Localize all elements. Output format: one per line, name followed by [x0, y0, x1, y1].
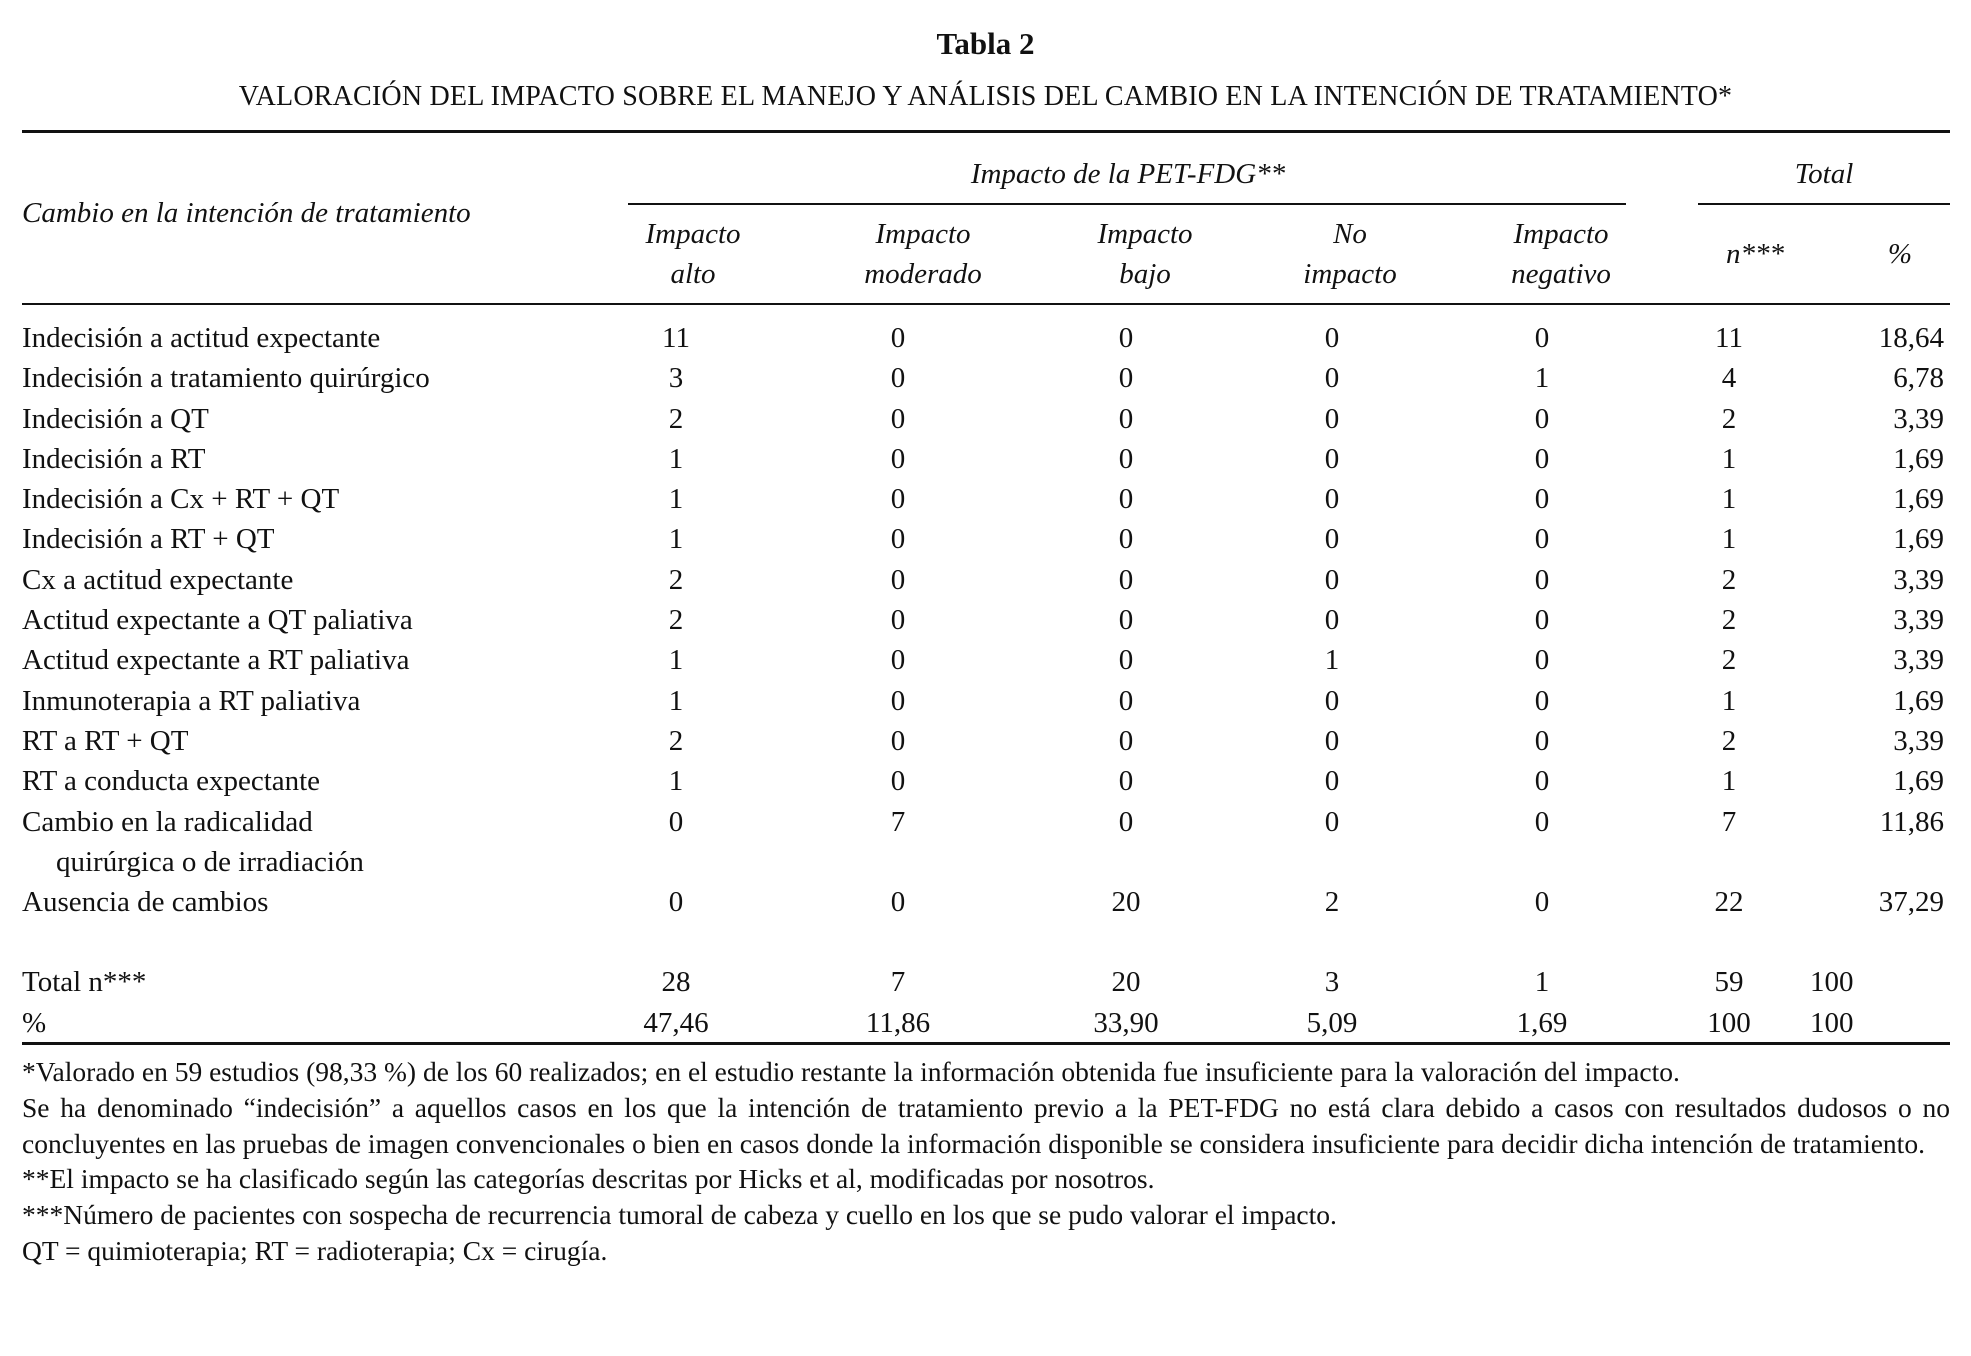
total-group-rule — [1698, 203, 1950, 205]
col-header-total-pct: % — [1887, 238, 1913, 270]
table-row-continuation: quirúrgica o de irradiación — [56, 845, 364, 878]
percent-row: % 47,46 11,86 33,90 5,09 1,69 100 100 — [22, 1006, 1854, 1039]
table-row: RT a RT + QT 2 0 0 0 0 2 3,39 — [22, 724, 1944, 757]
table-row: Cx a actitud expectante 2 0 0 0 0 2 3,39 — [22, 563, 1944, 596]
footnote-indecision: Se ha denominado “indecisión” a aquellos casos en los que la intención de tratamiento previo a la PET-FDG no está clara debido a casos con resultados dudosos o no concluyentes en las pruebas de imagen convencionales o bien en casos donde la información disponible se considera insuficiente para decidir dicha intención de tratamiento. — [22, 1091, 1950, 1159]
footnote-impacto: **El impacto se ha clasificado según las categorías descritas por Hicks et al, modificadas por nosotros. — [22, 1163, 1155, 1195]
table-subtitle: VALORACIÓN DEL IMPACTO SOBRE EL MANEJO Y ANÁLISIS DEL CAMBIO EN LA INTENCIÓN DE TRATAMIENTO* — [238, 81, 1733, 112]
table-row: Cambio en la radicalidad 0 7 0 0 0 7 11,86 — [22, 805, 1944, 838]
footnote-valorado: *Valorado en 59 estudios (98,33 %) de los 60 realizados; en el estudio restante la información obtenida fue insuficiente para la valoración del impacto. — [22, 1056, 1680, 1087]
col-header-no-impacto: No impacto — [1303, 218, 1397, 290]
totals-row: Total n*** 28 7 20 3 1 59 100 — [22, 966, 1854, 999]
table-row: Inmunoterapia a RT paliativa 1 0 0 0 0 1 1,69 — [22, 684, 1944, 717]
header-bottom-rule — [22, 303, 1950, 305]
col-header-impacto-negativo: Impacto negativo — [1511, 218, 1611, 290]
table-title: Tabla 2 — [936, 26, 1035, 61]
row-label-header: Cambio en la intención de tratamiento — [22, 197, 471, 229]
table-row: Indecisión a RT 1 0 0 0 0 1 1,69 — [22, 442, 1944, 475]
table-row: Actitud expectante a RT paliativa 1 0 0 1 0 2 3,39 — [22, 644, 1944, 677]
impact-group-rule — [628, 203, 1626, 205]
table-row: RT a conducta expectante 1 0 0 0 0 1 1,69 — [22, 765, 1944, 798]
footnote-abreviaturas: QT = quimioterapia; RT = radioterapia; Cx = cirugía. — [22, 1234, 608, 1266]
total-group-header: Total — [1794, 158, 1854, 190]
col-header-total-n: n*** — [1726, 238, 1784, 270]
impact-group-header: Impacto de la PET-FDG** — [970, 158, 1286, 190]
bottom-rule — [22, 1042, 1950, 1045]
footnote-numero-pacientes: ***Número de pacientes con sospecha de recurrencia tumoral de cabeza y cuello en los que se pudo valorar el impacto. — [22, 1199, 1337, 1231]
table-row: Indecisión a tratamiento quirúrgico 3 0 0 0 1 4 6,78 — [22, 362, 1944, 395]
col-header-impacto-moderado: Impacto moderado — [864, 218, 982, 290]
table-row: Indecisión a Cx + RT + QT 1 0 0 0 0 1 1,69 — [22, 483, 1944, 516]
col-header-impacto-bajo: Impacto bajo — [1097, 218, 1193, 290]
footnotes — [22, 1054, 1950, 1269]
data-table — [22, 318, 1950, 1043]
table-row: Indecisión a QT 2 0 0 0 0 2 3,39 — [22, 402, 1944, 435]
table-row: Indecisión a RT + QT 1 0 0 0 0 1 1,69 — [22, 523, 1944, 556]
table-row: Indecisión a actitud expectante 11 0 0 0 0 11 18,64 — [22, 322, 1944, 354]
top-rule — [22, 130, 1950, 133]
table-spacer — [22, 922, 1950, 962]
col-header-impacto-alto: Impacto alto — [645, 218, 741, 290]
table-row: Actitud expectante a QT paliativa 2 0 0 0 0 2 3,39 — [22, 604, 1944, 637]
table-row: Ausencia de cambios 0 0 20 2 0 22 37,29 — [22, 886, 1944, 919]
